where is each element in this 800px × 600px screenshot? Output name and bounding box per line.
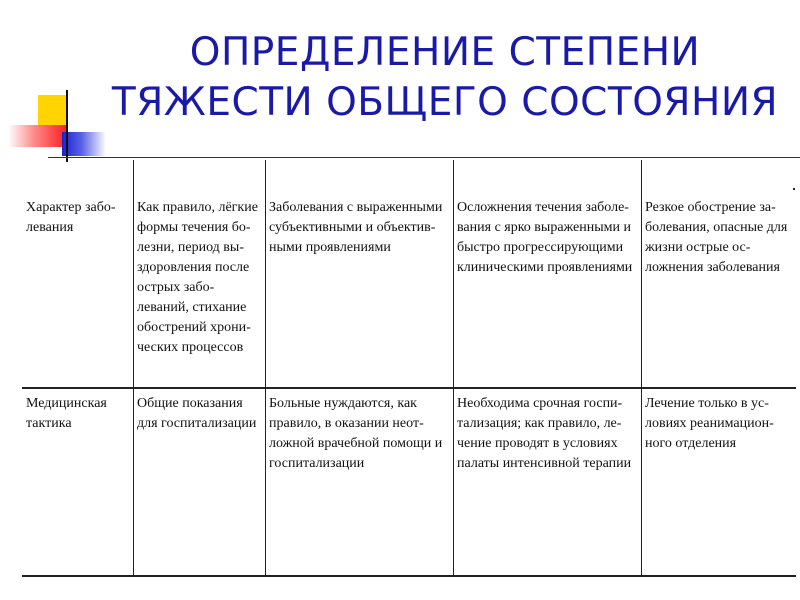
decor-vertical-line	[66, 90, 68, 162]
cell-critical-tactics: Лечение только в ус- ловиях реанимацион- ного отделения	[645, 396, 774, 451]
slide-title-line-2: ТЯЖЕСТИ ОБЩЕГО СОСТОЯНИЯ	[111, 80, 779, 125]
severity-table	[22, 160, 796, 578]
cell-moderate-tactics: Больные нуждаются, как правило, в оказании неот- ложной врачебной помощи и госпитализации	[269, 396, 443, 471]
row-header-tactics: Медицинская тактика	[26, 396, 107, 431]
decor-red-bar	[8, 125, 66, 147]
row-divider	[22, 387, 796, 389]
slide-title	[90, 28, 800, 128]
cell-severe-tactics: Необходима срочная госпи- тализация; как правило, ле- чение проводят в условиях палаты интенсивной терапии	[457, 396, 632, 471]
title-underline	[48, 157, 800, 158]
decor-yellow-square	[38, 95, 68, 125]
row-header-character: Характер забо- левания	[26, 200, 116, 235]
slide-title-line-1: ОПРЕДЕЛЕНИЕ СТЕПЕНИ	[189, 30, 701, 75]
cell-moderate-character: Заболевания с выраженными субъективными и объектив- ными проявлениями	[269, 200, 443, 255]
cell-critical-character: Резкое обострение за- болевания, опасные для жизни острые ос- ложнения заболевания	[645, 200, 788, 275]
table-bottom-border	[22, 575, 796, 577]
decor-blue-square	[62, 132, 106, 156]
cell-severe-character: Осложнения течения заболе- вания с ярко выраженными и быстро прогрессирующими клиническими проявлениями	[457, 200, 633, 275]
cell-mild-character: Как правило, лёгкие формы течения бо- лезни, период вы- здоровления после острых забо- леваний, стихание обострений хрони- ческих процессов	[137, 200, 258, 355]
cell-mild-tactics: Общие показания для госпитализации	[137, 396, 257, 431]
